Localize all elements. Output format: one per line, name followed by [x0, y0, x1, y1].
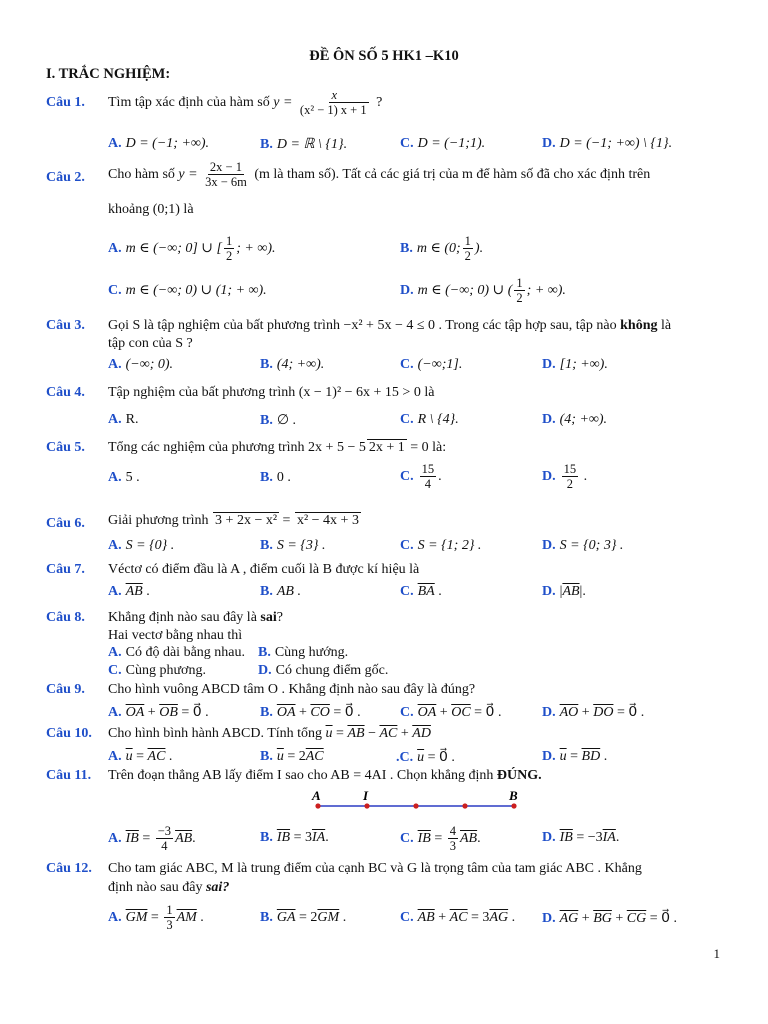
question-7-option-a[interactable]: A. $\overline{AB}$ .	[108, 584, 150, 599]
question-11-option-c[interactable]: C. $\overline{IB}$ = $\frac{4}{3}$ $\overline{AB}$.	[400, 824, 481, 854]
question-4-text: Tập nghiệm của bất phương trình (x − 1)² − 6x + 15 > 0 là	[108, 385, 435, 400]
page-number: 1	[713, 946, 720, 961]
question-4-label: Câu 4.	[46, 385, 85, 400]
question-10-option-d[interactable]: D. $\overline{u} = \overline{BD}$ .	[542, 749, 608, 764]
question-10-label: Câu 10.	[46, 726, 92, 741]
segment-point-1	[364, 803, 369, 808]
question-9-option-a[interactable]: A. $\overline{OA} + \overline{OB}$ = 0⃗ .	[108, 705, 209, 720]
segment-point-4	[511, 803, 516, 808]
question-5-option-d[interactable]: D. $\frac{15}{2}$ .	[542, 462, 588, 492]
question-9-text: Cho hình vuông ABCD tâm O . Khẳng định nào sau đây là đúng?	[108, 682, 476, 697]
question-6-label: Câu 6.	[46, 516, 85, 531]
question-3-option-b[interactable]: B. (4; +∞).	[260, 357, 325, 372]
question-8-option-a[interactable]: A. Có độ dài bằng nhau.	[108, 645, 245, 660]
question-7-option-b[interactable]: B. AB .	[260, 584, 301, 599]
question-8-text-line2: Hai vectơ bằng nhau thì	[108, 628, 243, 643]
question-3-text-line2: tập con của S ?	[108, 336, 193, 351]
question-8-option-c[interactable]: C. Cùng phương.	[108, 663, 206, 678]
question-12-option-c[interactable]: C. $\overline{AB} + \overline{AC} = 3\overline{AG}$ .	[400, 910, 516, 925]
question-3-option-a[interactable]: A. (−∞; 0).	[108, 357, 174, 372]
question-6-text: Giải phương trình 3 + 2x − x² = x² − 4x + 3	[108, 513, 359, 528]
segment-point-0	[315, 803, 320, 808]
question-1-option-c[interactable]: C. D = (−1;1).	[400, 136, 486, 151]
segment-diagram	[300, 786, 530, 814]
question-12-option-d[interactable]: D. $\overline{AG} + \overline{BG} + \overline{CG}$ = 0⃗ .	[542, 911, 678, 926]
point-b-label: B	[509, 788, 518, 803]
page-title: ĐỀ ÔN SỐ 5 HK1 –K10	[309, 48, 459, 64]
question-11-label: Câu 11.	[46, 768, 92, 783]
point-i-label: I	[363, 788, 369, 803]
question-1-option-d[interactable]: D. D = (−1; +∞) \ {1}.	[542, 136, 673, 151]
question-3-text: Gọi S là tập nghiệm của bất phương trình −x² + 5x − 4 ≤ 0 . Trong các tập hợp sau, tập nào không là	[108, 318, 672, 333]
question-7-option-d[interactable]: D. $|\overline{AB}|$.	[542, 584, 586, 599]
question-11-option-a[interactable]: A. $\overline{IB}$ = $\frac{-3}{4}$ $\overline{AB}$.	[108, 824, 196, 854]
question-5-option-c[interactable]: C. $\frac{15}{4}$ .	[400, 462, 442, 492]
question-5-text: Tổng các nghiệm của phương trình 2x + 5 − 5 2x + 1 = 0 là:	[108, 440, 447, 455]
question-12-option-b[interactable]: B. $\overline{GA} = 2\overline{GM}$ .	[260, 910, 347, 925]
question-1-label: Câu 1.	[46, 95, 85, 110]
question-12-label: Câu 12.	[46, 861, 92, 876]
question-6-option-d[interactable]: D. S = {0; 3} .	[542, 538, 624, 553]
point-a-label: A	[312, 788, 321, 803]
question-6-option-a[interactable]: A. S = {0} .	[108, 538, 175, 553]
question-1-option-a[interactable]: A. D = (−1; +∞).	[108, 136, 210, 151]
question-6-option-b[interactable]: B. S = {3} .	[260, 538, 326, 553]
question-9-label: Câu 9.	[46, 682, 85, 697]
question-10-text: Cho hình bình hành ABCD. Tính tổng $\overline{u} = \overline{AB} - \overline{AC} + \overline{AD}$	[108, 726, 431, 741]
question-12-text-line2: định nào sau đây sai?	[108, 880, 230, 895]
question-2-label: Câu 2.	[46, 170, 85, 185]
question-3-option-c[interactable]: C. (−∞;1].	[400, 357, 463, 372]
question-3-option-d[interactable]: D. [1; +∞).	[542, 357, 608, 372]
question-2-option-d[interactable]: D. m ∈ (−∞; 0) ∪ ( $\frac{1}{2}$ ; + ∞).	[400, 276, 566, 306]
question-8-label: Câu 8.	[46, 610, 85, 625]
section-heading: I. TRẮC NGHIỆM:	[46, 66, 171, 82]
question-7-text: Véctơ có điểm đầu là A , điểm cuối là B được kí hiệu là	[108, 562, 420, 577]
question-4-option-d[interactable]: D. (4; +∞).	[542, 412, 608, 427]
question-5-option-a[interactable]: A. 5 .	[108, 470, 140, 485]
question-2-text: Cho hàm số y = $\frac{2x - 1}{3x - 6m}$ (m là tham số). Tất cả các giá trị của m để hàm số đã cho xác định trên	[108, 160, 651, 190]
question-10-option-c[interactable]: .C. $\overline{u}$ = 0⃗ .	[396, 750, 455, 765]
question-9-option-b[interactable]: B. $\overline{OA} + \overline{CO}$ = 0⃗ .	[260, 705, 361, 720]
question-8-option-b[interactable]: B. Cùng hướng.	[258, 645, 349, 660]
question-11-option-b[interactable]: B. $\overline{IB} = 3\overline{IA}$.	[260, 830, 329, 845]
question-2-option-b[interactable]: B. m ∈ (0; $\frac{1}{2}$ ).	[400, 234, 484, 264]
question-8-option-d[interactable]: D. Có chung điểm gốc.	[258, 663, 389, 678]
question-5-label: Câu 5.	[46, 440, 85, 455]
question-10-option-b[interactable]: B. $\overline{u} = 2\overline{AC}$	[260, 749, 324, 764]
question-4-option-a[interactable]: A. R.	[108, 412, 139, 427]
question-12-text: Cho tam giác ABC, M là trung điểm của cạnh BC và G là trọng tâm của tam giác ABC . Khẳng	[108, 861, 642, 876]
question-5-option-b[interactable]: B. 0 .	[260, 470, 291, 485]
question-11-option-d[interactable]: D. $\overline{IB} = -3\overline{IA}$.	[542, 830, 620, 845]
question-9-option-c[interactable]: C. $\overline{OA} + \overline{OC}$ = 0⃗ .	[400, 705, 502, 720]
question-12-option-a[interactable]: A. $\overline{GM}$ = $\frac{1}{3}$ $\overline{AM}$ .	[108, 903, 204, 933]
question-2-option-c[interactable]: C. m ∈ (−∞; 0) ∪ (1; + ∞).	[108, 283, 267, 298]
question-7-option-c[interactable]: C. $\overline{BA}$ .	[400, 584, 442, 599]
question-2-text-line2: khoảng (0;1) là	[108, 202, 194, 217]
question-4-option-c[interactable]: C. R \ {4}.	[400, 412, 459, 427]
question-4-option-b[interactable]: B. ∅ .	[260, 413, 297, 428]
question-6-option-c[interactable]: C. S = {1; 2} .	[400, 538, 482, 553]
question-10-option-a[interactable]: A. $\overline{u} = \overline{AC}$ .	[108, 749, 173, 764]
question-1-text: Tìm tập xác định của hàm số y = $\frac{x}{\text{(x² − 1) x + 1}}$ ?	[108, 88, 383, 118]
question-7-label: Câu 7.	[46, 562, 85, 577]
question-1-fraction: $\frac{x}{\text{(x² − 1) x + 1}}$	[299, 88, 367, 118]
question-11-text: Trên đoạn thẳng AB lấy điểm I sao cho AB = 4AI . Chọn khẳng định ĐÚNG.	[108, 768, 542, 783]
segment-point-2	[413, 803, 418, 808]
question-2-fraction: $\frac{2x - 1}{3x - 6m}$	[205, 160, 247, 190]
question-2-option-a[interactable]: A. m ∈ (−∞; 0] ∪ [ $\frac{1}{2}$ ; + ∞).	[108, 234, 276, 264]
question-1-option-b[interactable]: B. D = ℝ \ {1}.	[260, 137, 348, 152]
question-8-text: Khẳng định nào sau đây là sai?	[108, 610, 283, 625]
question-3-label: Câu 3.	[46, 318, 85, 333]
segment-point-3	[462, 803, 467, 808]
question-9-option-d[interactable]: D. $\overline{AO} + \overline{DO}$ = 0⃗ .	[542, 705, 645, 720]
